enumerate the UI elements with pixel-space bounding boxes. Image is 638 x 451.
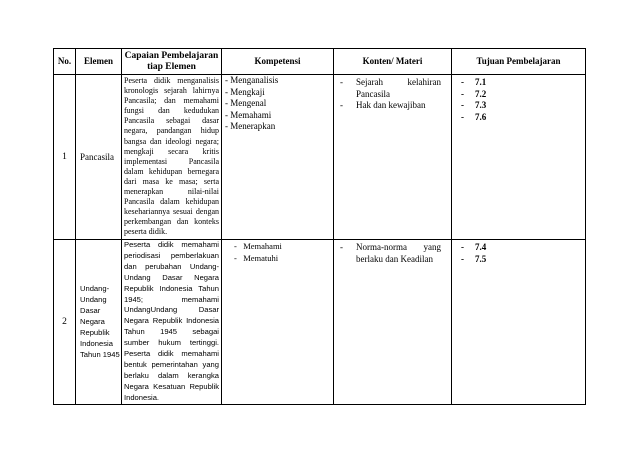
list-item: - Menerapkan (225, 121, 276, 131)
list-item: - Menganalisis (225, 75, 279, 85)
list-text: 7.4 (475, 242, 487, 252)
list-item (452, 112, 585, 124)
header-no: No. (54, 49, 76, 75)
list-item (452, 77, 585, 89)
tujuan-cell (452, 75, 586, 240)
list-item: - Mengkaji (225, 86, 265, 97)
konten-list (334, 77, 451, 112)
list-item: - Memahami (225, 109, 272, 120)
list-item: - Memahami (234, 241, 282, 251)
header-kompetensi: Kompetensi (222, 49, 334, 75)
konten-cell (334, 240, 452, 405)
list-dash: - (461, 77, 464, 87)
header-konten: Konten/ Materi (334, 49, 452, 75)
list-dash: - (461, 100, 464, 110)
header-elemen: Elemen (76, 49, 122, 75)
list-text: 7.5 (475, 253, 487, 264)
table-row (54, 240, 586, 405)
list-dash: - (461, 242, 464, 252)
list-text: 7.2 (475, 88, 487, 99)
list-item (452, 100, 585, 112)
list-item (452, 254, 585, 266)
document-page (53, 48, 585, 405)
list-dash: - (340, 242, 343, 252)
list-text: 7.3 (475, 100, 487, 110)
list-dash: - (461, 88, 464, 99)
list-item (452, 89, 585, 101)
tujuan-list (452, 242, 585, 265)
capaian-cell: Peserta didik menganalisis kronologis sejarah lahirnya Pancasila; dan memahami fungsi dan kedudukan Pancasila sebagai dasar negara, pandangan hidup bangsa dan ideologi negara; mengkaji secara kritis implementasi Pancasila dalam kehidupan bernegara dari masa ke masa; serta menerapkan nilai-nilai Pancasila dalam kehidupan kesehariannya sesuai dengan perkembangan dan konteks peserta didik. (122, 75, 222, 240)
list-dash: - (461, 111, 464, 122)
capaian-cell: Peserta didik memahami periodisasi pemberlakuan dan perubahan Undang-Undang Dasar Negara Republik Indonesia Tahun 1945; memahami UndangUndang Dasar Negara Republik Indonesia Tahun 1945 sebagai sumber hukum tertinggi. Peserta didik memahami bentuk pemerintahan yang berlaku dalam kerangka Negara Kesatuan Republik Indonesia. (122, 240, 222, 405)
elemen-cell: Undang-Undang Dasar Negara Republik Indonesia Tahun 1945 (76, 240, 122, 405)
tujuan-list (452, 77, 585, 123)
list-text: 7.6 (475, 111, 487, 122)
row-number: 2 (54, 240, 76, 405)
konten-list (334, 242, 451, 265)
list-dash: - (461, 253, 464, 264)
header-tujuan: Tujuan Pembelajaran (452, 49, 586, 75)
row-number: 1 (54, 75, 76, 240)
elemen-cell: Pancasila (76, 75, 122, 240)
list-item (334, 100, 451, 112)
list-item (334, 242, 451, 265)
list-text: Norma-norma yang berlaku dan Keadilan (356, 242, 441, 264)
list-text: 7.1 (475, 77, 487, 87)
list-dash: - (340, 100, 343, 110)
list-item: - Mematuhi (234, 252, 279, 263)
kompetensi-cell (222, 75, 334, 240)
learning-objectives-table (53, 48, 586, 405)
tujuan-cell (452, 240, 586, 405)
list-text: Sejarah kelahiran Pancasila (356, 77, 441, 99)
header-capaian: Capaian Pembelajaran tiap Elemen (122, 49, 222, 75)
kompetensi-cell (222, 240, 334, 405)
table-row (54, 75, 586, 240)
table-header-row (54, 49, 586, 75)
list-item: - Mengenal (225, 98, 267, 108)
list-dash: - (340, 77, 343, 87)
list-item (334, 77, 451, 100)
list-item (452, 242, 585, 254)
kompetensi-list (222, 75, 333, 133)
list-text: Hak dan kewajiban (356, 100, 426, 110)
kompetensi-list (222, 241, 333, 264)
konten-cell (334, 75, 452, 240)
